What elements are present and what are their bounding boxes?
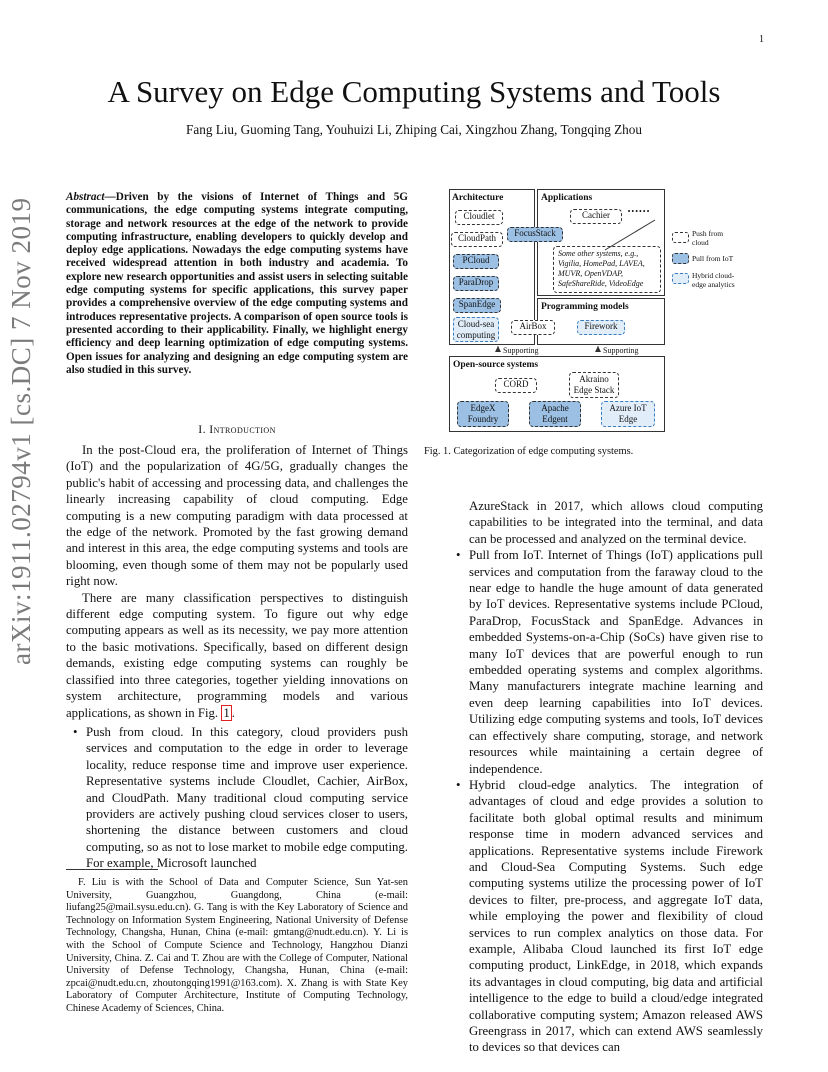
node-edgex-foundry: EdgeX Foundry (457, 401, 509, 427)
legend-label-hybrid: Hybrid cloud-edge analytics (692, 271, 735, 289)
node-cloud-sea-computing: Cloud-sea computing (453, 317, 499, 342)
introduction-left-column (66, 442, 408, 872)
list-item-hybrid-cloud-edge-analytics: • Hybrid cloud-edge analytics. The integration of advantages of cloud and edge provides a solution to facilitate both global optimal results and minimum response time in modern advanced services and applications. Representative systems include Firework and Cloud-Sea Computing Systems. Such edge computing systems utilize the processing power of IoT devices to filter, pre-process, and aggregate IoT data, while employing the power and flexibility of cloud services to run complex analytics on those data. For example, Alibaba Cloud launched its first IoT edge computing product, LinkEdge, in 2018, which expands its advantages in cloud computing, big data and artificial intelligence to the edge to build a cloud/edge integrated collaborative computing system; Amazon released AWS Greengrass in 2017, which can extend AWS seamlessly to devices so that devices can (469, 777, 763, 1056)
node-firework: Firework (577, 320, 625, 335)
supporting-arrow-right-head (595, 346, 601, 352)
node-paradrop: ParaDrop (453, 276, 499, 291)
category-list-left (66, 724, 408, 872)
legend-key-pull (672, 253, 689, 264)
author-affiliation-footnote: F. Liu is with the School of Data and Computer Science, Sun Yat-sen University, Guangzhou, Guangdong, China (e-mail: liufang25@mail.sysu.edu.cn). G. Tang is with the Key Laboratory of Science and Technology on Information System Engineering, National University of Defense Technology, Changsha, Hunan, China (e-mail: gmtang@nudt.edu.cn). Y. Li is with the School of Compute Science and Technology, Hangzhou Dianzi University, China. Z. Cai and T. Zhou are with the College of Computer, National University of Defense Technology, Changsha, Hunan, China (e-mail: zpcai@nudt.edu.cn, zhoutongqing1991@163.com). X. Zhang is with State Key Laboratory of Computer Architecture, Institute of Computing Technology, Chinese Academy of Sciences, China. (66, 877, 408, 1014)
legend-key-push (672, 232, 689, 243)
supporting-label-right: Supporting (603, 346, 639, 355)
footnote-divider (66, 869, 158, 870)
node-cloudpath: CloudPath (451, 232, 503, 247)
intro-paragraph-2 (66, 590, 408, 721)
node-cord: CORD (495, 378, 537, 393)
abstract (66, 191, 408, 377)
connector-others-to-ellipsis (605, 220, 655, 250)
intro-paragraph-2-end: . (231, 705, 235, 720)
arxiv-identifier-stamp: arXiv:1911.02794v1 [cs.DC] 7 Nov 2019 (6, 197, 36, 665)
legend-label-push: Push from cloud (692, 229, 724, 247)
introduction-right-column (449, 498, 763, 1056)
node-spanedge: SpanEdge (453, 298, 501, 313)
legend-label-pull: Pull from IoT (692, 254, 734, 263)
more-systems-ellipsis: •••••• (627, 207, 651, 216)
list-item-push-from-cloud: • Push from cloud. In this category, cloud providers push services and computation to the edge in order to leverage locality, reduce response time and improve user experience. Representative systems include Cloudlet, Cachier, AirBox, and CloudPath. Many traditional cloud computing service providers are actively pushing cloud services closer to users, shortening the distance between customers and cloud computing, so as not to lose market to mobile edge computing. For example, Microsoft launched (86, 724, 408, 872)
figure-reference-link[interactable]: 1 (223, 705, 230, 720)
abstract-text: —Driven by the visions of Internet of Things and 5G communications, the edge computing systems integrate computing, storage and network resources at the edge of the network to provide computing infrastructure, enabling developers to quickly develop and deploy edge applications. Nowadays the edge computing systems have received widespread attention in both industry and academia. To explore new research opportunities and assist users in selecting suitable edge computing systems for specific applications, this survey paper provides a comprehensive overview of the edge computing systems and introduces representative projects. A comparison of open source tools is presented according to their applicability. Finally, we highlight energy efficiency and deep learning optimization of edge computing systems. Open issues for analyzing and designing an edge computing system are also studied in this survey. (66, 191, 408, 376)
node-focusstack: FocusStack (507, 227, 563, 242)
paper-title: A Survey on Edge Computing Systems and Tools (107, 74, 721, 109)
node-akraino-edge-stack: Akraino Edge Stack (569, 372, 619, 398)
category-list-right (449, 547, 763, 1056)
node-apache-edgent: Apache Edgent (529, 401, 581, 427)
legend-key-hybrid (672, 273, 689, 284)
node-cloudlet: Cloudlet (455, 210, 503, 225)
list-item-pull-from-iot: • Pull from IoT. Internet of Things (IoT) applications pull services and computation from the faraway cloud to the near edge to handle the huge amount of data generated by IoT devices. Representative systems include PCloud, ParaDrop, FocusStack and SpanEdge. Advances in embedded Systems-on-a-Chip (SoCs) have given rise to many IoT devices that are powerful enough to run embedded operating systems and complex algorithms. Many manufacturers integrate machine learning and even deep learning capabilities into IoT devices. Utilizing edge computing systems and tools, IoT devices can effectively share computing, storage, and network resources while maintaining a certain degree of independence. (469, 547, 763, 777)
supporting-arrow-left-head (495, 346, 501, 352)
supporting-label-left: Supporting (503, 346, 539, 355)
node-pcloud: PCloud (453, 254, 499, 269)
architecture-title: Architecture (452, 193, 504, 203)
abstract-label: Abstract (66, 191, 105, 203)
programming-models-title: Programming models (541, 302, 629, 312)
node-cachier: Cachier (570, 209, 622, 224)
node-airbox: AirBox (511, 320, 555, 335)
section-heading-introduction: I. Introduction (198, 422, 276, 436)
open-source-systems-title: Open-source systems (453, 360, 539, 370)
node-azure-iot-edge: Azure IoT Edge (601, 401, 655, 427)
figure-caption: Fig. 1. Categorization of edge computing systems. (424, 446, 634, 457)
other-systems-note: Some other systems, e.g., Vigilia, HomePad, LAVEA, MUVR, OpenVDAP, SafeShareRide, VideoEdge (553, 246, 661, 293)
page-number: 1 (759, 34, 764, 45)
applications-title: Applications (541, 193, 593, 203)
list-item-push-from-cloud-continued: AzureStack in 2017, which allows cloud computing capabilities to be integrated into the terminal, and data can be processed and analyzed on the terminal device. (469, 499, 763, 546)
figure-edge-computing-categorization (445, 186, 741, 434)
intro-paragraph-2-text: There are many classification perspectives to distinguish different edge computing system. To figure out why edge computing appears as well as its necessity, we pay more attention to the basic motivations. Specifically, based on different design demands, existing edge computing systems can roughly be classified into three categories, together yielding innovations on system architecture, programming models and various applications, as shown in Fig. (66, 590, 408, 720)
intro-paragraph-1: In the post-Cloud era, the proliferation of Internet of Things (IoT) and the popularization of 4G/5G, gradually changes the public's habit of accessing and processing data, and challenges the linearly increasing capability of cloud computing. Edge computing is a new computing paradigm with data processed at the edge of the network. Promoted by the fast growing demand and interest in this area, the edge computing systems and tools are blooming, even though some of them may not be popularly used right now. (66, 443, 408, 589)
author-list: Fang Liu, Guoming Tang, Youhuizi Li, Zhiping Cai, Xingzhou Zhang, Tongqing Zhou (186, 122, 642, 137)
